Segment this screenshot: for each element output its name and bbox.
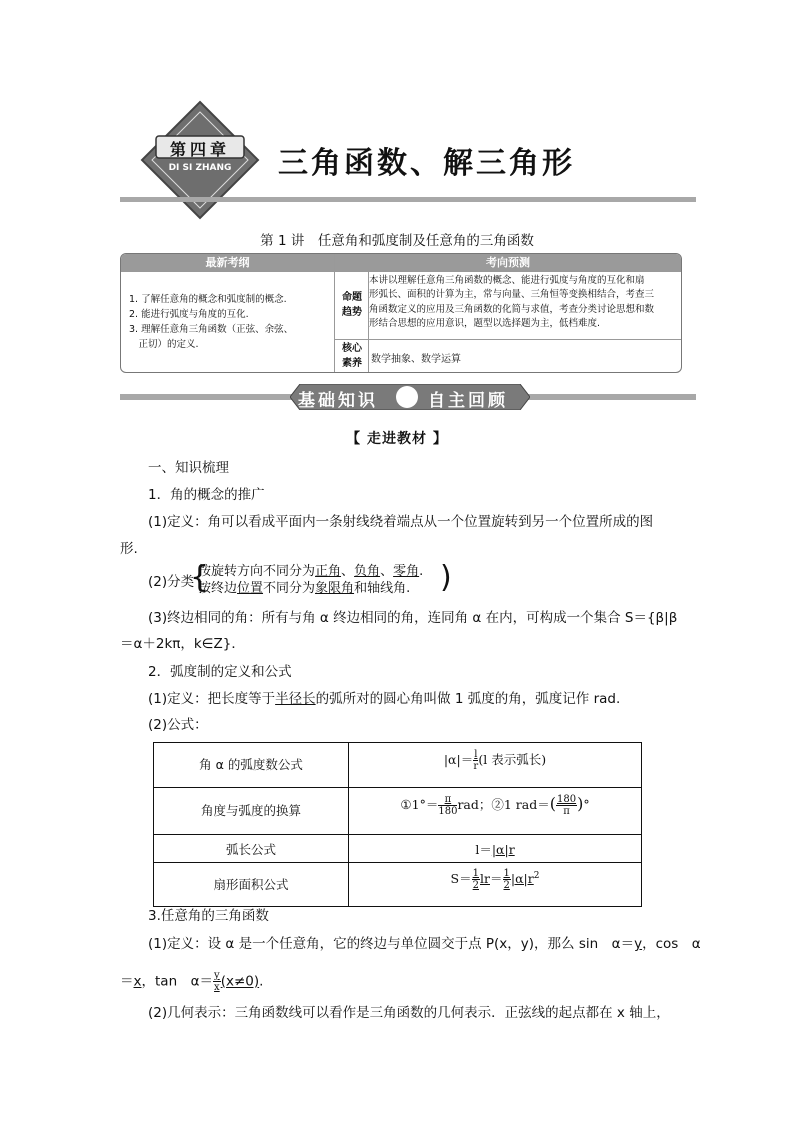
text: 不同分为 <box>263 581 316 596</box>
text: ＝ <box>120 973 134 990</box>
chapter-title: 三角函数、解三角形 <box>278 146 575 181</box>
banner-icon <box>396 386 418 408</box>
definition-trig-line2 <box>120 970 263 993</box>
text: |α|＝ <box>443 752 474 767</box>
literacy-text: 数学抽象、数学运算 <box>371 354 461 365</box>
fraction <box>213 970 221 993</box>
text: ①1°＝ <box>400 797 439 812</box>
denominator: x <box>214 982 220 993</box>
trend-line: 形弧长、面积的计算为主，常与向量、三角恒等变换相结合，考查三 <box>369 289 655 301</box>
fraction <box>438 794 457 817</box>
exam-outline-item: 正切）的定义. <box>129 339 199 350</box>
answer-blank: 负角 <box>354 564 381 579</box>
text: rad；②1 rad＝ <box>457 797 550 812</box>
denominator: 2 <box>472 880 479 891</box>
lecture-title: 第 1 讲 任意角和弧度制及任意角的三角函数 <box>260 233 534 249</box>
formula-row-label: 弧长公式 <box>225 842 276 857</box>
classification-line1 <box>198 563 423 580</box>
text: (l 表示弧长) <box>478 752 547 767</box>
answer-blank: y <box>634 936 643 952</box>
outline-header-rule <box>121 271 681 272</box>
formula-table <box>153 742 642 907</box>
formula-row-label: 角 α 的弧度数公式 <box>199 757 303 772</box>
formula-row-label: 扇形面积公式 <box>213 877 289 892</box>
sector-area-formula <box>349 868 641 891</box>
answer-blank: 正角 <box>315 564 342 579</box>
text: . <box>419 564 424 579</box>
right-brace: ) <box>440 560 452 595</box>
outline-left-header: 最新考纲 <box>121 254 334 271</box>
text: . <box>259 973 264 990</box>
exam-outline-item: 1. 了解任意角的概念和弧度制的概念. <box>129 294 287 305</box>
text: 按旋转方向不同分为 <box>198 564 316 579</box>
chapter-badge-pinyin: DI SI ZHANG <box>168 163 232 173</box>
coterminal-line2: ＝α＋2kπ，k∈Z}． <box>120 636 245 652</box>
definition-radian <box>148 689 620 709</box>
formula-table-rule <box>154 862 641 863</box>
definition-angle-line1: (1)定义：角可以看成平面内一条射线绕着端点从一个位置旋转到另一个位置所成的图 <box>148 514 654 530</box>
trend-line: 形结合思想的应用意识，题型以选择题为主，低档难度. <box>369 317 601 329</box>
exam-outline-item: 3. 理解任意角三角函数（正弦、余弦、 <box>129 324 294 335</box>
formula-row-label: 角度与弧度的换算 <box>200 803 301 818</box>
outline-table <box>120 253 682 373</box>
coterminal-line1: (3)终边相同的角：所有与角 α 终边相同的角，连同角 α 在内，可构成一个集合 S＝{β|β <box>148 610 678 626</box>
answer-blank: |α|r <box>491 842 515 857</box>
text: 的弧所对的圆心角叫做 1 弧度的角，弧度记作 rad. <box>315 691 621 707</box>
answer-blank: x <box>133 973 142 990</box>
fraction <box>503 868 511 891</box>
subheading-radian: 2．弧度制的定义和公式 <box>148 664 292 680</box>
literacy-label <box>337 341 367 371</box>
text: l＝ <box>475 842 492 857</box>
text: (1)定义：把长度等于 <box>148 691 276 707</box>
text: ，cos α <box>642 936 701 952</box>
classification-label: (2)分类 <box>148 574 195 590</box>
denominator: π <box>563 806 570 817</box>
denominator: 180 <box>438 806 458 817</box>
heading-knowledge: 一、知识梳理 <box>148 460 229 476</box>
literacy-label-line2: 素养 <box>342 358 362 369</box>
banner-right-text: 自主回顾 <box>428 391 508 411</box>
definition-trig-line1 <box>148 934 701 954</box>
numerator: 180 <box>556 794 577 805</box>
literacy-label-line1: 核心 <box>342 343 362 354</box>
section-tag: 【 走进教材 】 <box>346 431 448 447</box>
bracket: ( <box>549 794 556 813</box>
text: (1)定义：设 α 是一个任意角，它的终边与单位圆交于点 P(x，y)，那么 sin α＝ <box>148 936 635 952</box>
definition-angle-line2: 形. <box>120 541 138 557</box>
answer-blank: (x≠0) <box>220 973 260 990</box>
fraction <box>556 794 577 817</box>
left-brace: { <box>190 560 210 595</box>
numerator: π <box>438 794 457 806</box>
answer-blank: |α|r <box>510 871 534 886</box>
numerator: 1 <box>472 868 479 879</box>
numerator: y <box>214 970 220 981</box>
outline-row-rule <box>335 339 681 340</box>
text: 、 <box>341 564 355 579</box>
conversion-formula <box>349 794 641 817</box>
exponent: 2 <box>533 870 540 881</box>
exam-outline-item: 2. 能进行弧度与角度的互化. <box>129 309 249 320</box>
formula-table-rule <box>154 787 641 788</box>
bracket: ) <box>577 794 584 813</box>
outline-right-header: 考向预测 <box>335 254 681 271</box>
answer-blank: 零角 <box>393 564 420 579</box>
fraction <box>472 868 480 891</box>
geometric-representation: (2)几何表示：三角函数线可以看作是三角函数的几何表示．正弦线的起点都在 x 轴上， <box>148 1005 670 1021</box>
header-rule <box>120 197 696 202</box>
answer-blank: 象限角 <box>315 581 355 596</box>
text: 、 <box>380 564 394 579</box>
trend-line: 本讲以理解任意角三角函数的概念、能进行弧度与角度的互化和扇 <box>369 275 645 286</box>
chapter-badge-label: 第四章 <box>169 140 230 159</box>
arc-length-formula <box>349 840 641 858</box>
answer-blank: 半径长 <box>275 691 316 707</box>
denominator: r <box>473 761 479 772</box>
chapter-badge-diamond <box>140 100 260 220</box>
text: ° <box>583 797 590 812</box>
radian-formula <box>349 749 641 772</box>
denominator: 2 <box>503 880 510 891</box>
trend-label-line1: 命题 <box>342 292 362 303</box>
text: S＝ <box>450 871 472 886</box>
exam-outline-list <box>129 292 329 352</box>
text: 按终边 <box>198 581 238 596</box>
banner-left-text: 基础知识 <box>298 391 378 411</box>
trend-line: 角函数定义的应用及三角函数的化简与求值，考查分类讨论思想和数 <box>369 303 655 315</box>
text: 和轴线角. <box>354 581 411 596</box>
text: ，tan α＝ <box>141 973 214 990</box>
numerator: l <box>474 749 478 760</box>
trend-label-line2: 趋势 <box>342 307 362 318</box>
trend-text <box>369 274 677 331</box>
answer-blank: lr <box>480 871 490 886</box>
formula-label: (2)公式： <box>148 717 208 733</box>
classification-line2 <box>198 580 410 597</box>
numerator: 1 <box>503 868 510 879</box>
trend-label <box>337 290 367 320</box>
text: ＝ <box>489 871 503 886</box>
answer-blank: 位置 <box>237 581 264 596</box>
subheading-angle: 1．角的概念的推广 <box>148 487 265 503</box>
formula-table-rule <box>154 834 641 835</box>
subheading-trig: 3.任意角的三角函数 <box>148 908 269 924</box>
